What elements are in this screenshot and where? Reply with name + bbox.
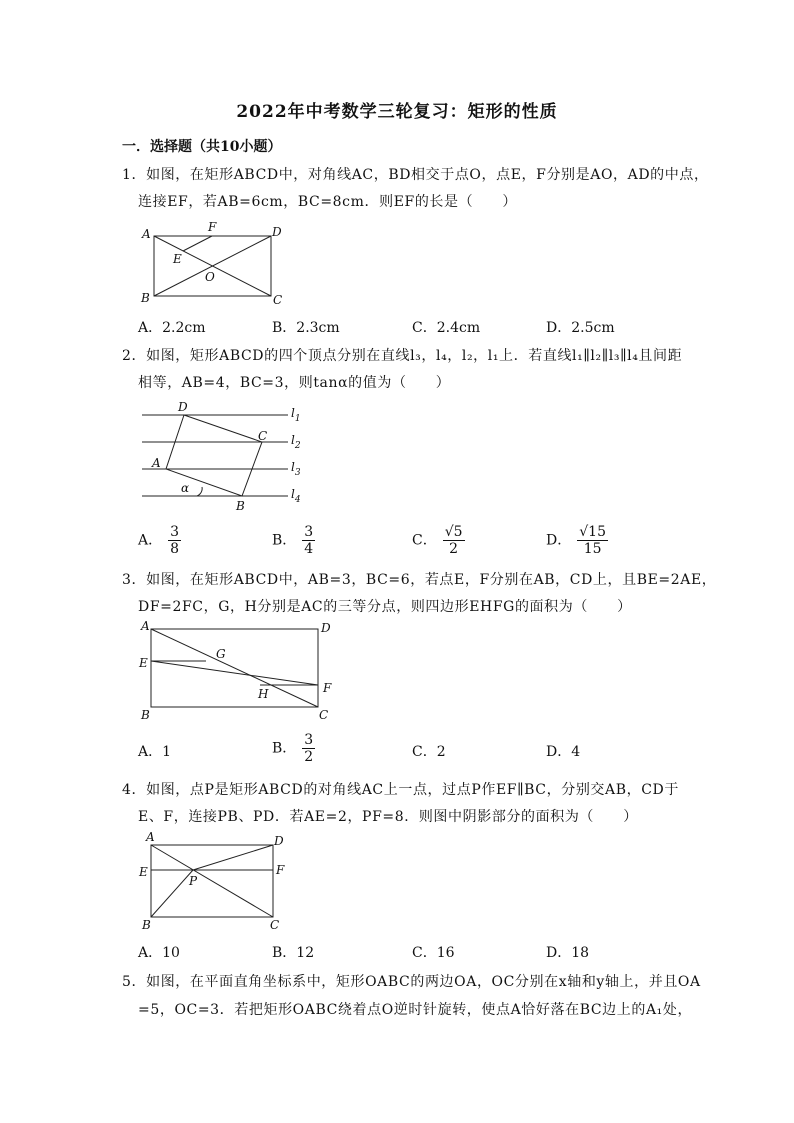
q4-figure bbox=[138, 830, 298, 935]
q2-label-l2: $l_2$ bbox=[291, 433, 301, 451]
q3-line-2: DF=2FC，G，H分别是AC的三等分点，则四边形EHFG的面积为（ ） bbox=[138, 599, 632, 615]
q3-label: H bbox=[258, 687, 269, 701]
q4-label: E bbox=[139, 865, 148, 879]
q1-option-a[interactable]: A．2.2cm bbox=[138, 320, 206, 336]
q1-figure bbox=[138, 220, 298, 310]
q4-label: D bbox=[274, 834, 284, 848]
q3-label: B bbox=[141, 708, 150, 722]
q2-option-d[interactable]: D． $\frac{√15}{15}$ bbox=[546, 524, 606, 557]
q3-line-1: 3．如图，在矩形ABCD中，AB=3，BC=6，若点E，F分别在AB，CD上，且BE=2AE， bbox=[122, 572, 717, 588]
q4-segment-pb bbox=[151, 870, 193, 917]
q3-segment-ef bbox=[151, 661, 318, 685]
q3-label: G bbox=[216, 647, 226, 661]
q3-label: F bbox=[323, 681, 332, 695]
q4-label: C bbox=[270, 918, 280, 932]
q1-option-c[interactable]: C．2.4cm bbox=[412, 320, 481, 336]
q3-option-a[interactable]: A．1 bbox=[138, 744, 172, 760]
page-title: 2022年中考数学三轮复习：矩形的性质 bbox=[236, 102, 558, 122]
q3-label: D bbox=[321, 621, 331, 635]
q2-label: D bbox=[178, 400, 188, 414]
q1-label: C bbox=[273, 293, 283, 307]
q1-line-1: 1．如图，在矩形ABCD中，对角线AC，BD相交于点O，点E，F分别是AO，AD的中点， bbox=[122, 167, 709, 183]
q4-diagonal-ac bbox=[151, 845, 273, 917]
q2-option-a[interactable]: A． $\frac{3}{8}$ bbox=[138, 524, 180, 557]
q2-line-2: 相等，AB=4，BC=3，则tanα的值为（ ） bbox=[138, 375, 451, 391]
q2-figure bbox=[138, 400, 318, 515]
q4-option-c[interactable]: C．16 bbox=[412, 945, 455, 961]
q2-option-b[interactable]: B． $\frac{3}{4}$ bbox=[272, 524, 314, 557]
q2-label-l3: $l_3$ bbox=[291, 460, 301, 478]
q2-label-l4: $l_4$ bbox=[291, 487, 301, 505]
q2-label: B bbox=[236, 499, 245, 513]
q2-label: A bbox=[152, 456, 161, 470]
q2-line-1: 2．如图，矩形ABCD的四个顶点分别在直线l₃，l₄，l₂，l₁上．若直线l₁∥l₂∥l₃∥l₄且间距 bbox=[122, 348, 683, 364]
q3-label: E bbox=[139, 656, 148, 670]
q1-label: F bbox=[208, 220, 217, 234]
q3-diagonal-ac bbox=[151, 629, 318, 707]
q1-label: E bbox=[173, 252, 182, 266]
q4-line-2: E、F，连接PB、PD．若AE=2，PF=8．则图中阴影部分的面积为（ ） bbox=[138, 809, 638, 825]
q4-label: P bbox=[189, 874, 198, 888]
q1-label: O bbox=[205, 270, 215, 284]
q3-figure bbox=[138, 620, 338, 725]
q4-option-d[interactable]: D．18 bbox=[546, 945, 590, 961]
q1-label: D bbox=[272, 225, 282, 239]
q1-option-d[interactable]: D．2.5cm bbox=[546, 320, 615, 336]
q5-line-1: 5．如图，在平面直角坐标系中，矩形OABC的两边OA，OC分别在x轴和y轴上，并且OA bbox=[122, 974, 701, 990]
q1-line-2: 连接EF，若AB=6cm，BC=8cm．则EF的长是（ ） bbox=[138, 194, 518, 210]
q4-label: F bbox=[276, 863, 285, 877]
q1-label: B bbox=[141, 291, 150, 305]
q3-option-c[interactable]: C．2 bbox=[412, 744, 446, 760]
q3-label: A bbox=[141, 619, 150, 633]
q2-label: C bbox=[258, 429, 268, 443]
q2-label: α bbox=[181, 481, 190, 495]
q4-option-a[interactable]: A．10 bbox=[138, 945, 180, 961]
q4-line-1: 4．如图，点P是矩形ABCD的对角线AC上一点，过点P作EF∥BC，分别交AB，CD于 bbox=[122, 782, 679, 798]
q2-angle-arc bbox=[197, 487, 202, 496]
q2-label-l1: $l_1$ bbox=[291, 406, 301, 424]
q3-label: C bbox=[319, 708, 329, 722]
q3-option-b[interactable]: B． $\frac{3}{2}$ bbox=[272, 732, 314, 765]
q3-option-d[interactable]: D．4 bbox=[546, 744, 581, 760]
section-heading: 一．选择题（共10小题） bbox=[122, 139, 282, 155]
q2-option-c[interactable]: C． $\frac{√5}{2}$ bbox=[412, 524, 463, 557]
q4-segment-pd bbox=[193, 845, 273, 870]
q4-label: B bbox=[142, 918, 151, 932]
q4-label: A bbox=[146, 830, 155, 844]
q5-line-2: =5，OC=3．若把矩形OABC绕着点O逆时针旋转，使点A恰好落在BC边上的A₁处， bbox=[138, 1002, 693, 1018]
q4-option-b[interactable]: B．12 bbox=[272, 945, 315, 961]
q1-option-b[interactable]: B．2.3cm bbox=[272, 320, 340, 336]
q1-label: A bbox=[142, 227, 151, 241]
q1-segment-ef bbox=[183, 236, 212, 251]
